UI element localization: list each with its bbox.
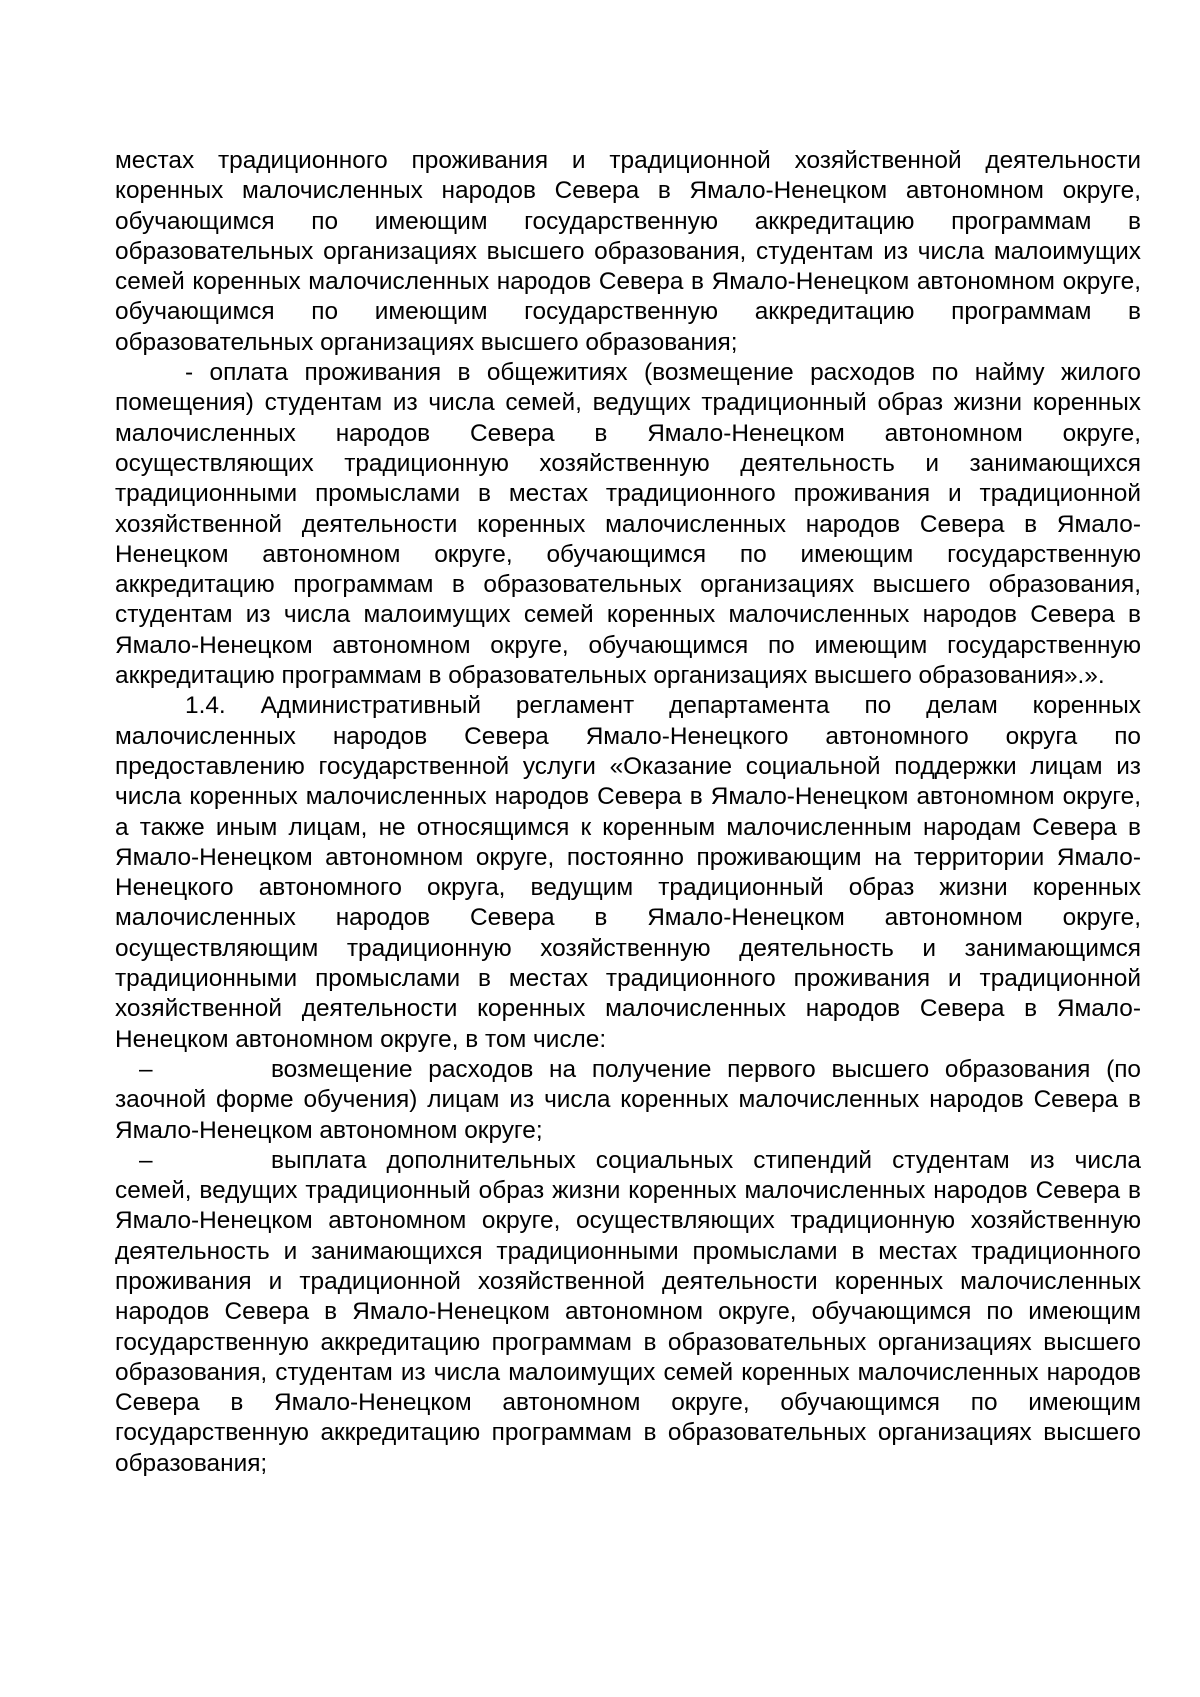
paragraph-section-1-4: 1.4. Административный регламент департамента по делам коренных малочисленных народов Севера Ямало-Ненецкого автономного округа по предоставлению государственной услуги «Оказание социальной поддержки лицам из числа коренных малочисленных народов Севера в Ямало-Ненецком автономном округе, а также иным лицам, не относящимся к коренным малочисленным народам Севера в Ямало-Ненецком автономном округе, постоянно проживающим на территории Ямало-Ненецкого автономного округа, ведущим традиционный образ жизни коренных малочисленных народов Севера в Ямало-Ненецком автономном округе, осуществляющим традиционную хозяйственную деятельность и занимающимся традиционными промыслами в местах традиционного проживания и традиционной хозяйственной деятельности коренных малочисленных народов Севера в Ямало-Ненецком автономном округе, в том числе: xyxy=(115,692,1141,1053)
list-item-additional-stipends xyxy=(115,1146,1141,1479)
list-item-text: возмещение расходов на получение первого высшего образования (по заочной форме обучения) лицам из числа коренных малочисленных народов Севера в Ямало-Ненецком автономном округе; xyxy=(115,1055,1141,1144)
list-item-text: выплата дополнительных социальных стипендий студентам из числа семей, ведущих традиционный образ жизни коренных малочисленных народов Севера в Ямало-Ненецком автономном округе, осуществляющих традиционную хозяйственную деятельность и занимающихся традиционными промыслами в местах традиционного проживания и традиционной хозяйственной деятельности коренных малочисленных народов Севера в Ямало-Ненецком автономном округе, обучающимся по имеющим государственную аккредитацию программам в образовательных организациях высшего образования, студентам из числа малоимущих семей коренных малочисленных народов Севера в Ямало-Ненецком автономном округе, обучающимся по имеющим государственную аккредитацию программам в образовательных организациях высшего образования; xyxy=(115,1146,1141,1477)
list-item-education-reimbursement xyxy=(115,1055,1141,1146)
list-dash-marker: – xyxy=(139,1146,153,1174)
list-dash-marker: – xyxy=(139,1055,153,1083)
paragraph-dormitory-payment: - оплата проживания в общежитиях (возмещение расходов по найму жилого помещения) студентам из числа семей, ведущих традиционный образ жизни коренных малочисленных народов Севера в Ямало-Ненецком автономном округе, осуществляющих традиционную хозяйственную деятельность и занимающихся традиционными промыслами в местах традиционного проживания и традиционной хозяйственной деятельности коренных малочисленных народов Севера в Ямало-Ненецком автономном округе, обучающимся по имеющим государственную аккредитацию программам в образовательных организациях высшего образования, студентам из числа малоимущих семей коренных малочисленных народов Севера в Ямало-Ненецком автономном округе, обучающимся по имеющим государственную аккредитацию программам в образовательных организациях высшего образования».». xyxy=(115,359,1141,690)
document-page xyxy=(115,146,1141,1479)
paragraph-continuation: местах традиционного проживания и традиционной хозяйственной деятельности коренных малочисленных народов Севера в Ямало-Ненецком автономном округе, обучающимся по имеющим государственную аккредитацию программам в образовательных организациях высшего образования, студентам из числа малоимущих семей коренных малочисленных народов Севера в Ямало-Ненецком автономном округе, обучающимся по имеющим государственную аккредитацию программам в образовательных организациях высшего образования; xyxy=(115,147,1141,356)
